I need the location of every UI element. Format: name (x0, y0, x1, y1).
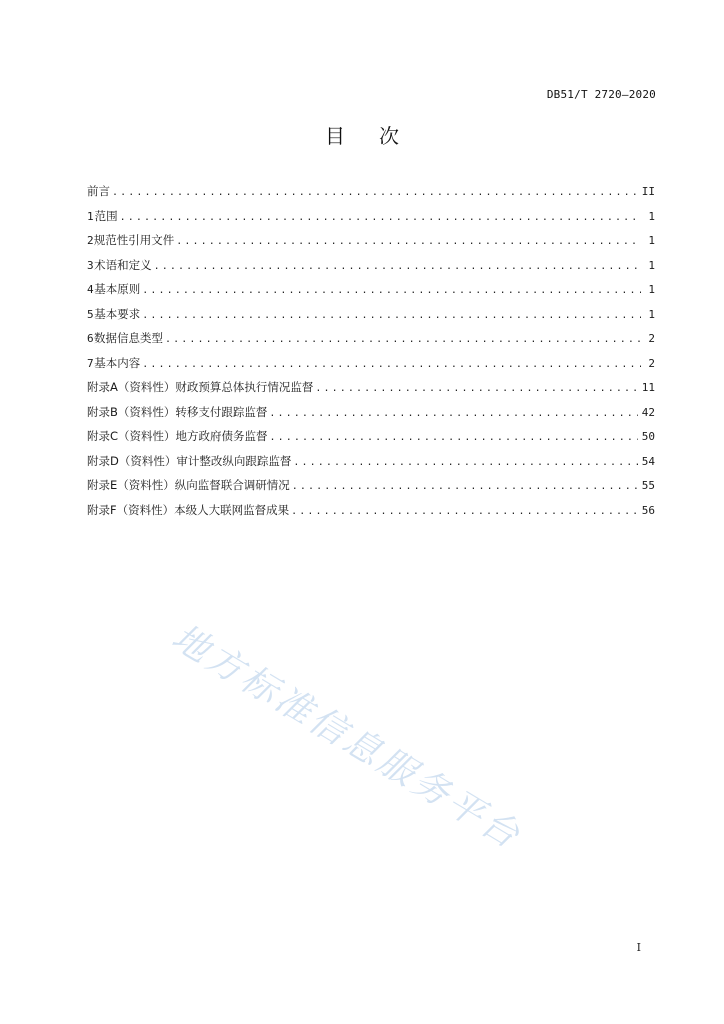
toc-leader-dots (120, 212, 641, 223)
toc-entry-annex-prefix: 附录D（资料性） (87, 453, 177, 468)
toc-entry-page: 1 (648, 258, 655, 272)
toc-entry-page: 50 (641, 430, 655, 443)
watermark: 地方标准信息服务平台 (164, 616, 529, 859)
toc-entry-number: 4 (87, 283, 94, 296)
toc-entry-annex-prefix: 附录B（资料性） (87, 404, 176, 419)
toc-entry-page: 56 (641, 503, 655, 517)
toc-leader-dots (292, 481, 638, 492)
toc-leader-dots (112, 187, 638, 198)
toc-entry[interactable] (87, 404, 655, 429)
toc-entry-label: 地方政府债务监督 (175, 429, 268, 443)
toc-leader-dots (315, 383, 637, 394)
toc-entry-annex-prefix: 附录A（资料性） (87, 380, 176, 394)
toc-entry-page: 1 (648, 234, 655, 247)
toc-leader-dots (270, 432, 638, 443)
toc-entry[interactable] (87, 502, 655, 527)
toc-leader-dots (142, 310, 641, 321)
toc-entry-label: 术语和定义 (94, 257, 152, 272)
toc-entry-label: 转移支付跟踪监督 (175, 404, 268, 419)
toc-entry-annex-prefix: 附录C（资料性） (87, 429, 176, 443)
toc-entry[interactable] (87, 183, 655, 208)
toc-entry-label: 数据信息类型 (93, 331, 163, 345)
toc-entry[interactable] (87, 306, 655, 331)
toc-entry-number: 7 (87, 356, 94, 370)
toc-entry[interactable] (87, 257, 655, 282)
standard-code: DB51/T 2720—2020 (546, 88, 656, 101)
toc-leader-dots (142, 359, 641, 370)
toc-entry-annex-prefix: 附录E（资料性） (87, 478, 175, 492)
toc-entry-annex-prefix: 附录F（资料性） (87, 502, 175, 517)
toc-entry-label: 纵向监督联合调研情况 (174, 478, 290, 492)
toc-entry-label: 本级人大联网监督成果 (174, 502, 290, 517)
page-number: I (636, 941, 641, 954)
toc-entry-page: 55 (641, 479, 655, 492)
toc-leader-dots (291, 506, 638, 517)
toc-entry-page: 42 (641, 405, 655, 419)
toc-entry-label: 财政预算总体执行情况监督 (175, 380, 314, 394)
toc-entry-label: 审计整改纵向跟踪监督 (176, 453, 292, 468)
toc-entry-page: 2 (648, 332, 655, 345)
toc-entry[interactable] (87, 281, 655, 306)
toc-leader-dots (269, 408, 637, 419)
toc-entry-page: 1 (648, 209, 655, 223)
toc-entry-page: 54 (641, 454, 655, 468)
toc-entry[interactable] (87, 232, 655, 257)
toc-entry[interactable] (87, 428, 655, 453)
toc-entry[interactable] (87, 208, 655, 233)
toc-entry-number: 6 (87, 332, 94, 345)
toc-leader-dots (165, 334, 641, 345)
toc-entry[interactable] (87, 453, 655, 478)
toc-entry-number: 3 (87, 258, 94, 272)
toc-entry-label: 基本要求 (94, 306, 141, 321)
toc-entry-label: 前言 (87, 184, 110, 198)
title-char-1: 目 (325, 124, 345, 148)
toc-entry[interactable] (87, 477, 655, 502)
toc-entry-number: 1 (87, 209, 94, 223)
toc-entry-label: 范围 (94, 208, 118, 223)
toc-entry-label: 规范性引用文件 (93, 233, 175, 247)
table-of-contents (87, 183, 655, 526)
toc-entry-number: 5 (87, 307, 94, 321)
toc-entry[interactable] (87, 355, 655, 380)
toc-entry[interactable] (87, 330, 655, 355)
toc-leader-dots (142, 285, 641, 296)
toc-entry-label: 基本原则 (94, 282, 141, 296)
toc-entry-page: II (641, 185, 655, 198)
toc-leader-dots (293, 457, 637, 468)
toc-entry-page: 11 (641, 381, 655, 394)
toc-entry-page: 1 (648, 283, 655, 296)
toc-entry-number: 2 (87, 234, 94, 247)
page-title (0, 120, 724, 149)
toc-leader-dots (176, 236, 641, 247)
title-char-2: 次 (379, 124, 399, 148)
toc-entry[interactable] (87, 379, 655, 404)
toc-entry-label: 基本内容 (94, 355, 141, 370)
toc-leader-dots (154, 261, 641, 272)
toc-entry-page: 1 (648, 307, 655, 321)
toc-entry-page: 2 (648, 356, 655, 370)
